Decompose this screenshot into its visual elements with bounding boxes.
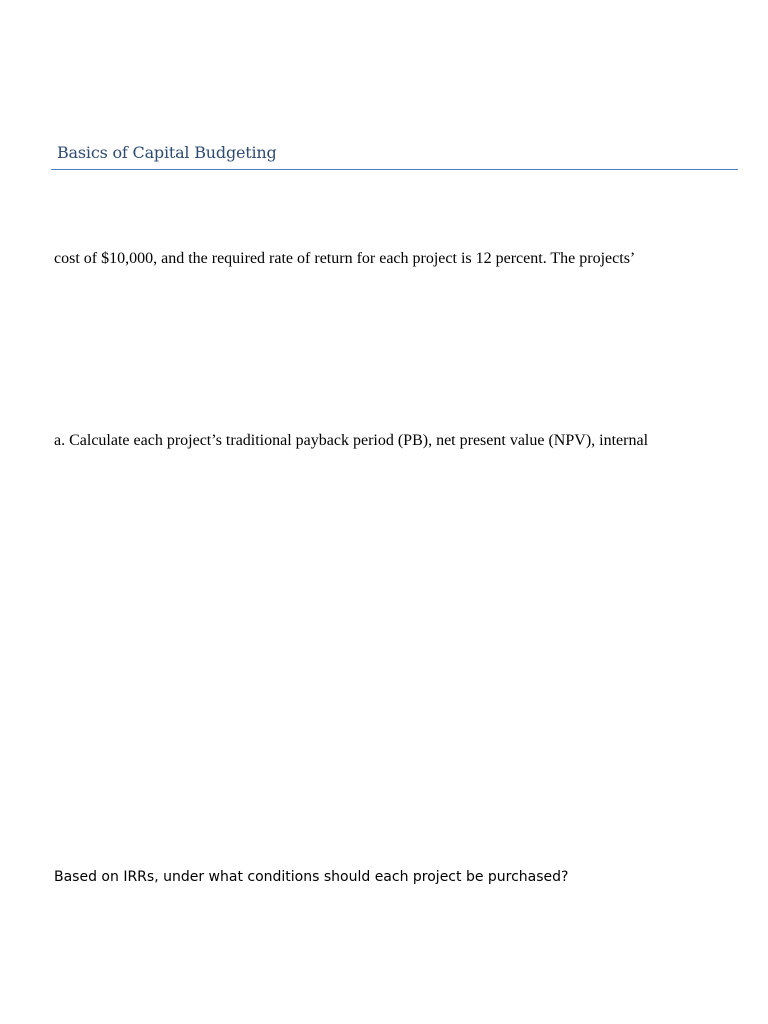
section-heading: Basics of Capital Budgeting — [57, 143, 277, 162]
paragraph-project-cost: cost of $10,000, and the required rate of return for each project is 12 percent. The projects’ — [54, 250, 636, 267]
question-a: a. Calculate each project’s traditional payback period (PB), net present value (NPV), internal — [54, 432, 649, 449]
question-irr-conditions: Based on IRRs, under what conditions should each project be purchased? — [54, 869, 569, 885]
heading-underline — [51, 169, 738, 170]
